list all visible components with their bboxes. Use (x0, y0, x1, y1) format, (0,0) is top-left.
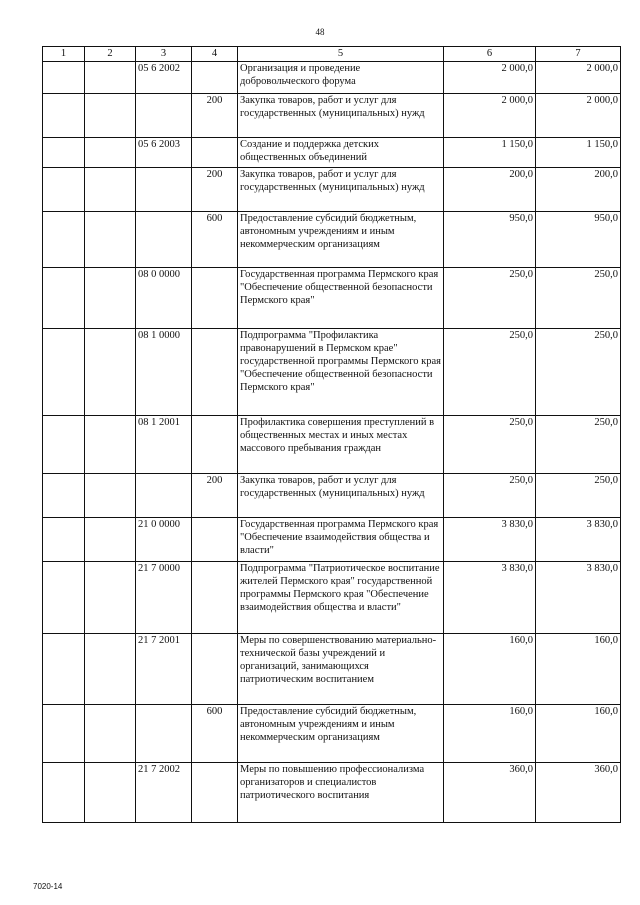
table-row (43, 212, 621, 268)
target-code-cell (136, 212, 192, 268)
name-cell: Государственная программа Пермского края "Обеспечение взаимодействия общества и власти" (238, 518, 444, 562)
target-code-cell: 08 1 0000 (136, 329, 192, 416)
target-code-cell (136, 474, 192, 518)
amount-cell: 950,0 (536, 212, 621, 268)
name-cell: Профилактика совершения преступлений в общественных местах и иных местах массового пребывания граждан (238, 416, 444, 474)
target-code-cell: 08 1 2001 (136, 416, 192, 474)
target-code-cell: 05 6 2003 (136, 138, 192, 168)
target-code-cell (136, 705, 192, 763)
header-row (43, 47, 621, 62)
amount-cell: 3 830,0 (536, 518, 621, 562)
amount-cell: 250,0 (536, 416, 621, 474)
name-cell: Создание и поддержка детских общественных объединений (238, 138, 444, 168)
amount-cell: 160,0 (444, 705, 536, 763)
table-row (43, 474, 621, 518)
amount-cell: 200,0 (444, 168, 536, 212)
target-code-cell: 21 7 2002 (136, 763, 192, 823)
column-header: 7 (536, 47, 621, 62)
column-header: 5 (238, 47, 444, 62)
table-row (43, 562, 621, 634)
amount-cell: 1 150,0 (444, 138, 536, 168)
amount-cell: 250,0 (536, 268, 621, 329)
expense-type-cell (192, 763, 238, 823)
amount-cell: 2 000,0 (536, 94, 621, 138)
table-row (43, 763, 621, 823)
amount-cell: 200,0 (536, 168, 621, 212)
table-row (43, 518, 621, 562)
target-code-cell: 21 7 2001 (136, 634, 192, 705)
expense-type-cell (192, 138, 238, 168)
table-row (43, 705, 621, 763)
expense-type-cell: 200 (192, 168, 238, 212)
target-code-cell: 05 6 2002 (136, 62, 192, 94)
amount-cell: 2 000,0 (444, 94, 536, 138)
amount-cell: 3 830,0 (536, 562, 621, 634)
expense-type-cell (192, 268, 238, 329)
column-header: 4 (192, 47, 238, 62)
table-row (43, 62, 621, 94)
name-cell: Закупка товаров, работ и услуг для государственных (муниципальных) нужд (238, 474, 444, 518)
expense-type-cell (192, 562, 238, 634)
amount-cell: 1 150,0 (536, 138, 621, 168)
page-number: 48 (315, 27, 325, 37)
amount-cell: 2 000,0 (444, 62, 536, 94)
table-row (43, 268, 621, 329)
amount-cell: 3 830,0 (444, 562, 536, 634)
expense-type-cell (192, 518, 238, 562)
expense-type-cell (192, 416, 238, 474)
amount-cell: 250,0 (444, 474, 536, 518)
amount-cell: 950,0 (444, 212, 536, 268)
name-cell: Подпрограмма "Профилактика правонарушений в Пермском крае" государственной программы Пермского края "Обеспечение общественной безопасности Пермского края" (238, 329, 444, 416)
table-row (43, 416, 621, 474)
footer-code: 7020-14 (33, 882, 63, 891)
table-row (43, 329, 621, 416)
expense-type-cell (192, 329, 238, 416)
amount-cell: 250,0 (536, 329, 621, 416)
name-cell: Закупка товаров, работ и услуг для государственных (муниципальных) нужд (238, 168, 444, 212)
target-code-cell: 21 7 0000 (136, 562, 192, 634)
budget-table (42, 46, 621, 823)
name-cell: Подпрограмма "Патриотическое воспитание жителей Пермского края" государственной программы Пермского края "Обеспечение взаимодействия общества и власти" (238, 562, 444, 634)
expense-type-cell (192, 634, 238, 705)
name-cell: Государственная программа Пермского края "Обеспечение общественной безопасности Пермского края" (238, 268, 444, 329)
amount-cell: 3 830,0 (444, 518, 536, 562)
target-code-cell (136, 94, 192, 138)
amount-cell: 2 000,0 (536, 62, 621, 94)
expense-type-cell: 200 (192, 94, 238, 138)
amount-cell: 360,0 (444, 763, 536, 823)
target-code-cell (136, 168, 192, 212)
expense-type-cell (192, 62, 238, 94)
expense-type-cell: 600 (192, 212, 238, 268)
name-cell: Организация и проведение добровольческого форума (238, 62, 444, 94)
name-cell: Меры по повышению профессионализма организаторов и специалистов патриотического воспитания (238, 763, 444, 823)
expense-type-cell: 600 (192, 705, 238, 763)
name-cell: Предоставление субсидий бюджетным, автономным учреждениям и иным некоммерческим организациям (238, 212, 444, 268)
amount-cell: 360,0 (536, 763, 621, 823)
name-cell: Закупка товаров, работ и услуг для государственных (муниципальных) нужд (238, 94, 444, 138)
amount-cell: 250,0 (536, 474, 621, 518)
column-header: 6 (444, 47, 536, 62)
table-row (43, 138, 621, 168)
name-cell: Меры по совершенствованию материально-технической базы учреждений и организаций, занимающихся патриотическим воспитанием (238, 634, 444, 705)
target-code-cell: 08 0 0000 (136, 268, 192, 329)
column-header: 1 (43, 47, 85, 62)
target-code-cell: 21 0 0000 (136, 518, 192, 562)
amount-cell: 160,0 (536, 634, 621, 705)
table-row (43, 94, 621, 138)
amount-cell: 250,0 (444, 416, 536, 474)
table-row (43, 634, 621, 705)
name-cell: Предоставление субсидий бюджетным, автономным учреждениям и иным некоммерческим организациям (238, 705, 444, 763)
column-header: 3 (136, 47, 192, 62)
expense-type-cell: 200 (192, 474, 238, 518)
amount-cell: 250,0 (444, 268, 536, 329)
amount-cell: 250,0 (444, 329, 536, 416)
amount-cell: 160,0 (536, 705, 621, 763)
table-row (43, 168, 621, 212)
amount-cell: 160,0 (444, 634, 536, 705)
column-header: 2 (85, 47, 136, 62)
